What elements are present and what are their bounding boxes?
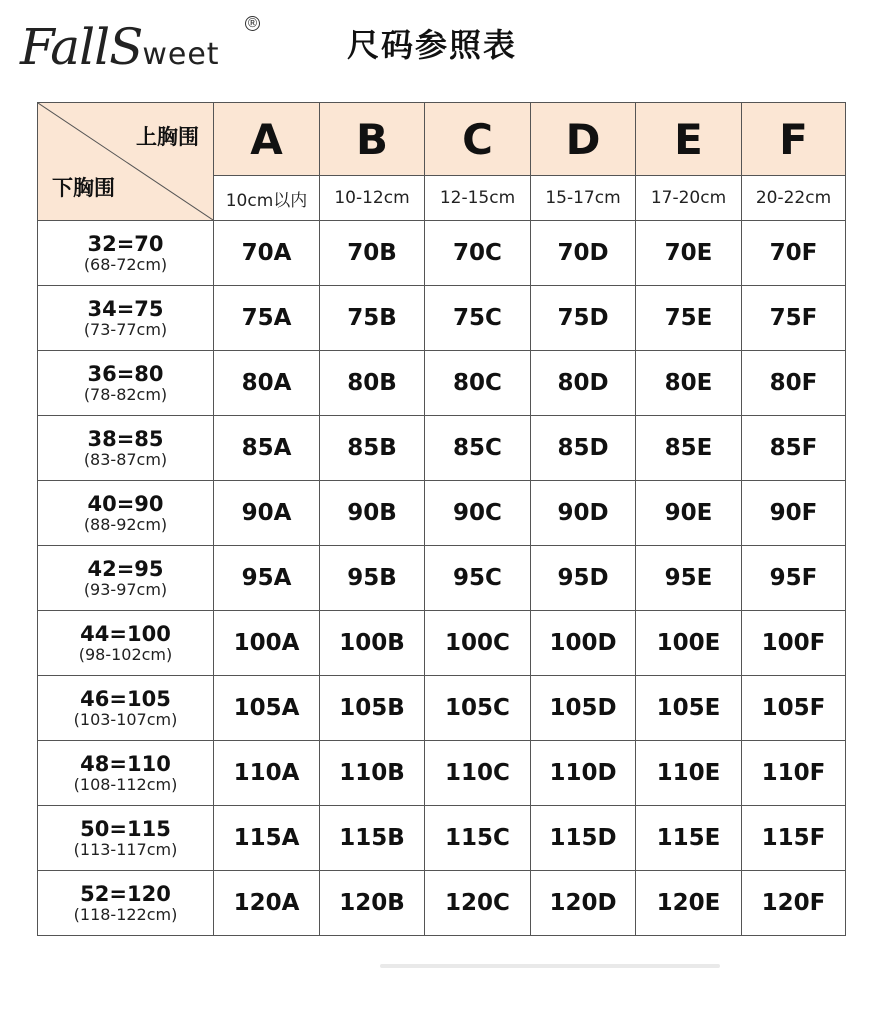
- band-cm-range: (73-77cm): [83, 319, 168, 339]
- size-cell: 90F: [742, 481, 846, 546]
- size-cell: 115D: [531, 806, 636, 871]
- size-cell: 100C: [425, 611, 531, 676]
- size-cell: 90C: [425, 481, 531, 546]
- size-cell: 75E: [636, 286, 742, 351]
- size-cell: 90D: [531, 481, 636, 546]
- page-title: 尺码参照表: [347, 26, 518, 64]
- size-cell: 115A: [214, 806, 320, 871]
- under-bust-cell: [38, 351, 214, 416]
- cup-letter-d: D: [531, 103, 636, 176]
- cup-letter-row: [38, 103, 846, 176]
- under-bust-cell: [38, 611, 214, 676]
- size-cell: 70F: [742, 221, 846, 286]
- table-row: [38, 351, 846, 416]
- size-cell: 80B: [320, 351, 425, 416]
- size-cell: 100A: [214, 611, 320, 676]
- size-cell: 115B: [320, 806, 425, 871]
- table-row: [38, 806, 846, 871]
- size-cell: 70C: [425, 221, 531, 286]
- size-cell: 95C: [425, 546, 531, 611]
- band-cm-range: (113-117cm): [73, 839, 178, 859]
- band-cm-range: (118-122cm): [73, 904, 178, 924]
- band-size-label: 44=100: [80, 621, 171, 646]
- size-cell: 110A: [214, 741, 320, 806]
- size-cell: 105F: [742, 676, 846, 741]
- faded-footer-text: [380, 960, 730, 972]
- table-row: [38, 741, 846, 806]
- size-cell: 110F: [742, 741, 846, 806]
- band-size-label: 34=75: [87, 296, 164, 321]
- band-size-label: 40=90: [87, 491, 164, 516]
- size-cell: 105D: [531, 676, 636, 741]
- cup-range-e: 17-20cm: [636, 176, 742, 221]
- corner-header-cell: [38, 103, 214, 221]
- size-cell: 105B: [320, 676, 425, 741]
- cup-range-d: 15-17cm: [531, 176, 636, 221]
- size-cell: 95A: [214, 546, 320, 611]
- cup-letter-a: A: [214, 103, 320, 176]
- size-chart-table: [37, 102, 846, 936]
- size-cell: 120C: [425, 871, 531, 936]
- registered-mark-icon: ®: [246, 16, 259, 30]
- size-cell: 100D: [531, 611, 636, 676]
- cup-letter-c: C: [425, 103, 531, 176]
- cup-letter-e: E: [636, 103, 742, 176]
- size-cell: 120B: [320, 871, 425, 936]
- size-cell: 85E: [636, 416, 742, 481]
- band-size-label: 50=115: [80, 816, 171, 841]
- size-cell: 95D: [531, 546, 636, 611]
- size-cell: 120D: [531, 871, 636, 936]
- band-cm-range: (108-112cm): [73, 774, 178, 794]
- size-cell: 75A: [214, 286, 320, 351]
- size-cell: 120A: [214, 871, 320, 936]
- band-cm-range: (93-97cm): [83, 579, 168, 599]
- brand-logo: [20, 14, 260, 84]
- band-cm-range: (68-72cm): [83, 254, 168, 274]
- size-cell: 115C: [425, 806, 531, 871]
- size-cell: 75F: [742, 286, 846, 351]
- size-cell: 105E: [636, 676, 742, 741]
- band-cm-range: (88-92cm): [83, 514, 168, 534]
- size-cell: 105A: [214, 676, 320, 741]
- table-row: [38, 871, 846, 936]
- size-cell: 110B: [320, 741, 425, 806]
- under-bust-cell: [38, 871, 214, 936]
- band-size-label: 46=105: [80, 686, 171, 711]
- size-cell: 90B: [320, 481, 425, 546]
- size-cell: 95B: [320, 546, 425, 611]
- band-size-label: 38=85: [87, 426, 164, 451]
- cup-range-a: 10cm以内: [214, 176, 320, 221]
- size-cell: 110D: [531, 741, 636, 806]
- size-cell: 100B: [320, 611, 425, 676]
- size-cell: 105C: [425, 676, 531, 741]
- size-cell: 85B: [320, 416, 425, 481]
- under-bust-cell: [38, 416, 214, 481]
- band-cm-range: (78-82cm): [83, 384, 168, 404]
- size-cell: 110C: [425, 741, 531, 806]
- cup-range-c: 12-15cm: [425, 176, 531, 221]
- size-cell: 95F: [742, 546, 846, 611]
- table-row: [38, 416, 846, 481]
- table-row: [38, 611, 846, 676]
- size-cell: 80A: [214, 351, 320, 416]
- size-cell: 70D: [531, 221, 636, 286]
- cup-range-b: 10-12cm: [320, 176, 425, 221]
- size-cell: 115E: [636, 806, 742, 871]
- band-size-label: 42=95: [87, 556, 164, 581]
- size-cell: 115F: [742, 806, 846, 871]
- cup-letter-f: F: [742, 103, 846, 176]
- size-cell: 90E: [636, 481, 742, 546]
- under-bust-cell: [38, 806, 214, 871]
- cup-range-f: 20-22cm: [742, 176, 846, 221]
- under-bust-cell: [38, 221, 214, 286]
- band-size-label: 36=80: [87, 361, 164, 386]
- table-row: [38, 286, 846, 351]
- size-cell: 120E: [636, 871, 742, 936]
- under-bust-cell: [38, 481, 214, 546]
- size-cell: 80D: [531, 351, 636, 416]
- size-cell: 90A: [214, 481, 320, 546]
- size-cell: 95E: [636, 546, 742, 611]
- table-row: [38, 546, 846, 611]
- cup-letter-b: B: [320, 103, 425, 176]
- under-bust-cell: [38, 546, 214, 611]
- size-cell: 75C: [425, 286, 531, 351]
- table-row: [38, 221, 846, 286]
- size-cell: 100F: [742, 611, 846, 676]
- brand-logo-text: FallSweet: [20, 18, 220, 76]
- size-cell: 80E: [636, 351, 742, 416]
- size-cell: 70E: [636, 221, 742, 286]
- size-cell: 85D: [531, 416, 636, 481]
- table-row: [38, 481, 846, 546]
- band-size-label: 52=120: [80, 881, 171, 906]
- size-cell: 85F: [742, 416, 846, 481]
- band-cm-range: (103-107cm): [73, 709, 178, 729]
- size-cell: 120F: [742, 871, 846, 936]
- size-cell: 100E: [636, 611, 742, 676]
- size-cell: 75D: [531, 286, 636, 351]
- size-cell: 85A: [214, 416, 320, 481]
- band-cm-range: (83-87cm): [83, 449, 168, 469]
- size-cell: 110E: [636, 741, 742, 806]
- under-bust-cell: [38, 286, 214, 351]
- size-cell: 70B: [320, 221, 425, 286]
- band-size-label: 32=70: [87, 231, 164, 256]
- under-bust-cell: [38, 741, 214, 806]
- band-size-label: 48=110: [80, 751, 171, 776]
- size-cell: 85C: [425, 416, 531, 481]
- under-bust-label: 下胸围: [52, 176, 115, 200]
- upper-bust-label: 上胸围: [136, 125, 199, 149]
- band-cm-range: (98-102cm): [78, 644, 173, 664]
- size-cell: 70A: [214, 221, 320, 286]
- size-cell: 80F: [742, 351, 846, 416]
- size-cell: 80C: [425, 351, 531, 416]
- under-bust-cell: [38, 676, 214, 741]
- table-row: [38, 676, 846, 741]
- size-cell: 75B: [320, 286, 425, 351]
